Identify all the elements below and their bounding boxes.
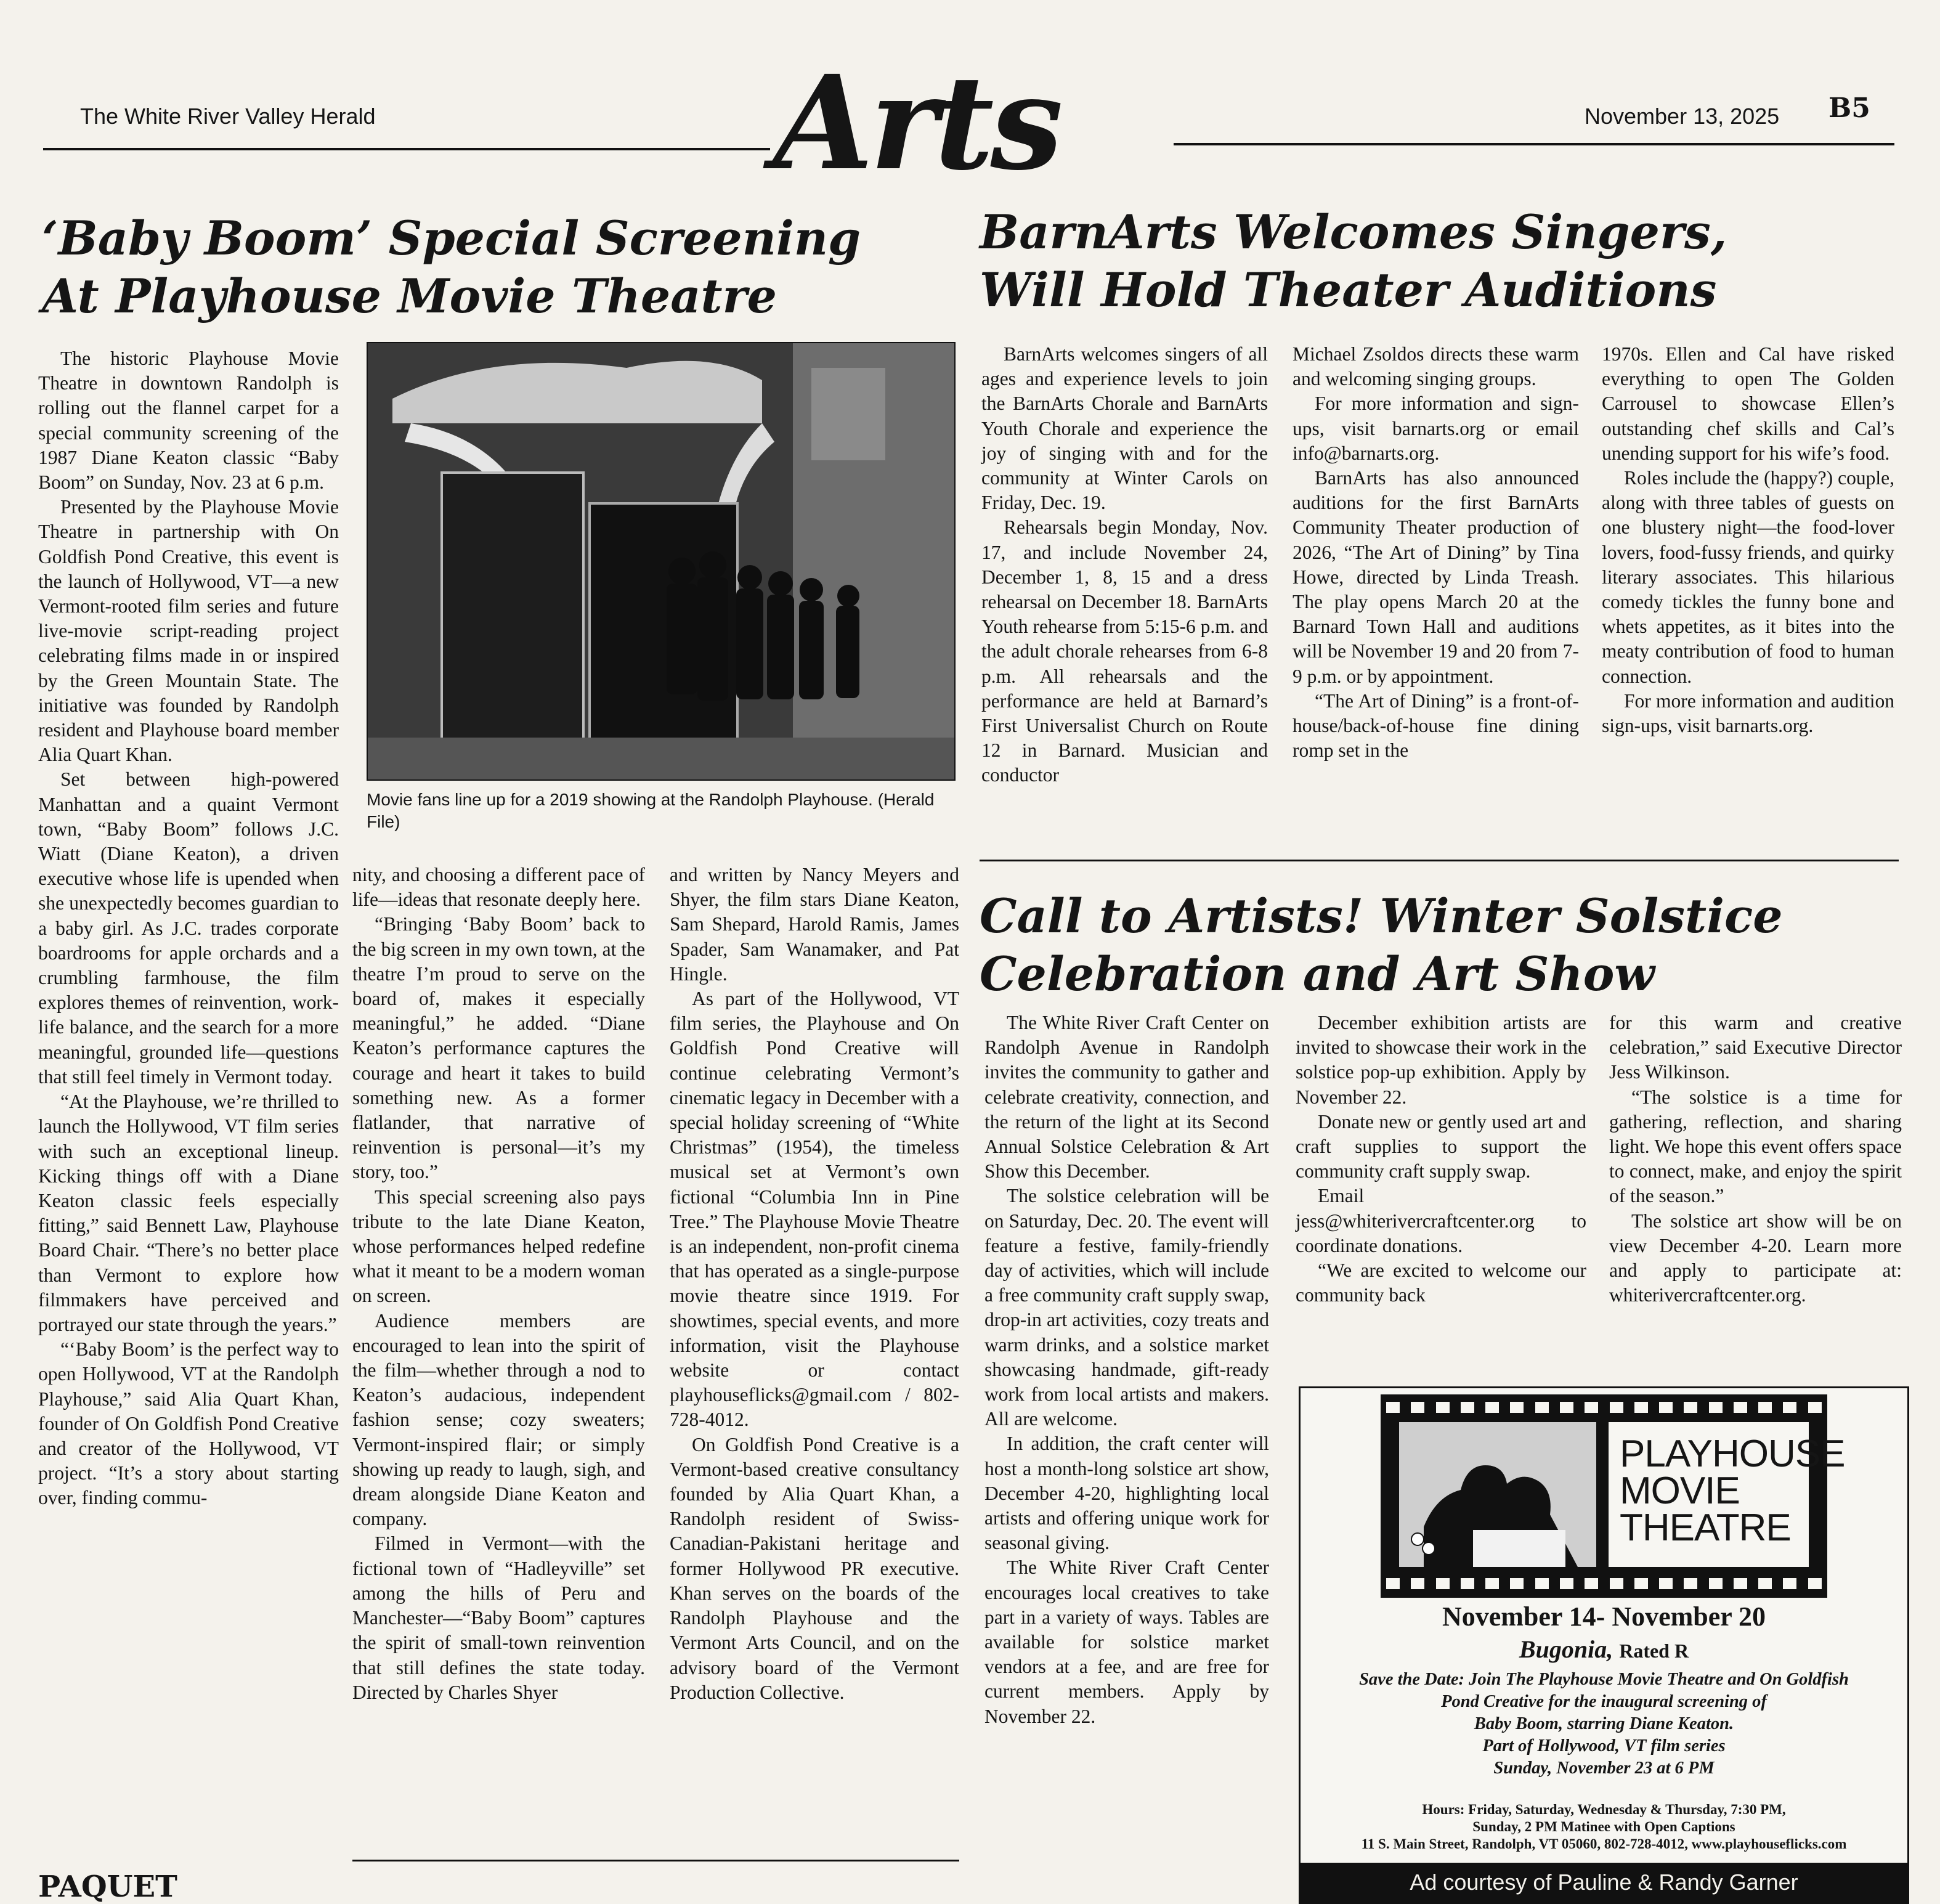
article3-headline-line1: Call to Artists! Winter Solstice <box>980 889 1783 943</box>
film-holes-bottom <box>1381 1578 1827 1589</box>
film-frame-logo <box>1609 1422 1845 1567</box>
article1-paragraph: The historic Playhouse Movie Theatre in downtown Randolph is rolling out the flannel carpet for a special community screening of the 1987 Diane Keaton classic “Baby Boom” on Sunday, Nov. 23 at 6 p.m. <box>38 348 339 494</box>
logo-line-3: THEATRE <box>1620 1507 1791 1549</box>
article2-column-1 <box>981 342 1268 788</box>
article1-end-rule <box>352 1860 959 1861</box>
ad-save-line-4: Part of Hollywood, VT film series <box>1482 1736 1726 1756</box>
article2-paragraph: Rehearsals begin Monday, Nov. 17, and include November 24, December 1, 8, 15 and a dress rehearsal on December 18. BarnArts Youth rehearse from 5:15-6 p.m. and the adult chorale rehearses from 6-8 p.m. All rehearsals and the performance are held at Barnard’s First Universalist Church on Route 12 in Barnard. Musician and conductor <box>981 516 1268 786</box>
article3-paragraph: “We are excited to welcome our community back <box>1296 1259 1586 1306</box>
article1-headline-line2: At Playhouse Movie Theatre <box>42 269 777 323</box>
ad-film-title: Bugonia, <box>1519 1635 1613 1663</box>
film-strip-logo <box>1381 1394 1845 1598</box>
paper-name: The White River Valley Herald <box>80 104 376 129</box>
ad-film-line <box>1301 1635 1907 1664</box>
ad-hours-line-3: 11 S. Main Street, Randolph, VT 05060, 802-728-4012, www.playhouseflicks.com <box>1361 1836 1847 1852</box>
ad-save-the-date <box>1301 1669 1907 1780</box>
ad-save-line-2: Pond Creative for the inaugural screening of <box>1441 1692 1767 1711</box>
article1-paragraph: Presented by the Playhouse Movie Theatre in partnership with On Goldfish Pond Creative, this event is the launch of Hollywood, VT—a new Vermont-rooted film series and future live-movie script-reading project celebrating films made in or inspired by the Green Mountain State. The initiative was founded by Randolph resident and Playhouse board member Alia Quart Khan. <box>38 496 339 766</box>
article1-paragraph: Filmed in Vermont—with the fictional town of “Hadleyville” set among the hills of Peru and Manchester—“Baby Boom” captures the spirit of small-town reinvention that still defines the state today. Directed by Charles Shyer <box>352 1532 645 1703</box>
article1-paragraph: This special screening also pays tribute to the late Diane Keaton, whose performances helped redefine what it meant to be a modern woman on screen. <box>352 1186 645 1307</box>
article2-column-3 <box>1602 342 1894 738</box>
ad-hours-line-1: Hours: Friday, Saturday, Wednesday & Thursday, 7:30 PM, <box>1422 1802 1786 1817</box>
article2-headline-line1: BarnArts Welcomes Singers, <box>980 205 1727 259</box>
masthead-rule-right <box>1174 143 1894 145</box>
section-title: Arts <box>773 47 1060 199</box>
article2-paragraph: 1970s. Ellen and Cal have risked everything to open The Golden Carrousel to showcase Ellen’s outstanding chef skills and Cal’s unending support for his wife’s food. <box>1602 343 1894 464</box>
article2-paragraph: “The Art of Dining” is a front-of-house/back-of-house fine dining romp set in the <box>1293 690 1579 762</box>
article1-paragraph: On Goldfish Pond Creative is a Vermont-based creative consultancy founded by Alia Quart Khan, a Randolph resident of Swiss-Canadian-Pakistani heritage and former Hollywood PR executive. Khan serves on the boards of the Randolph Playhouse and the Vermont Arts Council, and on the advisory board of the Vermont Production Collective. <box>670 1433 959 1703</box>
ad-save-line-1: Save the Date: Join The Playhouse Movie Theatre and On Goldfish <box>1359 1670 1849 1689</box>
article1-paragraph: Set between high-powered Manhattan and a quaint Vermont town, “Baby Boom” follows J.C. Wiatt (Diane Keaton), a driven executive whose life is upended when she unexpectedly becomes guardian to a baby girl. As J.C. trades corporate boardrooms for apple orchards and a crumbling farmhouse, the film explores themes of reinvention, work-life balance, and the search for a more meaningful, grounded life—questions that still feel timely in Vermont today. <box>38 768 339 1088</box>
ad-film-rating: Rated R <box>1619 1640 1689 1662</box>
next-article-fragment: PAQUET <box>38 1869 177 1904</box>
article2-headline <box>980 203 1904 319</box>
article1-paragraph: “Bringing ‘Baby Boom’ back to the big screen in my own town, at the theatre I’m proud to serve on the board of, makes it especially meaningful,” he added. “Diane Keaton’s performance captures the courage and heart it takes to build something new. As a former flatlander, that narrative of reinvention is personal—it’s my story, too.” <box>352 913 645 1183</box>
article1-paragraph: “At the Playhouse, we’re thrilled to launch the Hollywood, VT film series with such an exceptional lineup. Kicking things off with a Diane Keaton classic feels especially fitting,” said Bennett Law, Playhouse Board Chair. “There’s no better place than Vermont to explore how filmmakers have perceived and portrayed our state through the years.” <box>38 1091 339 1335</box>
page-number: B5 <box>1828 92 1870 124</box>
silhouette-illustration <box>1399 1422 1596 1567</box>
article3-paragraph: for this warm and creative celebration,” said Executive Director Jess Wilkinson. <box>1609 1012 1902 1083</box>
article2-column-2 <box>1293 342 1579 763</box>
article1-paragraph: As part of the Hollywood, VT film series, the Playhouse and On Goldfish Pond Creative will continue celebrating Vermont’s cinematic legacy in December with a special holiday screening of “White Christmas” (1954), the timeless musical set at Vermont’s own fictional “Columbia Inn in Pine Tree.” The Playhouse Movie Theatre is an independent, non-profit cinema that has operated as a single-purpose movie theatre since 1919. For showtimes, special events, and more information, visit the Playhouse website or contact playhouseflicks@gmail.com / 802-728-4012. <box>670 988 959 1431</box>
photo-caption: Movie fans line up for a 2019 showing at the Randolph Playhouse. (Herald File) <box>367 790 935 831</box>
photo-illustration <box>368 343 954 779</box>
logo-line-1: PLAYHOUSE <box>1620 1433 1845 1475</box>
article1-column-1 <box>38 346 339 1511</box>
article1-column-2 <box>352 863 645 1705</box>
article2-paragraph: For more information and audition sign-ups, visit barnarts.org. <box>1602 690 1894 737</box>
article2-paragraph: Roles include the (happy?) couple, along with three tables of guests on one blustery night—the food-lover lovers, food-fussy friends, and quirky literary associates. This hilarious comedy tickles the funny bone and whets appetites, as it bites into the meaty contribution of food to human connection. <box>1602 467 1894 687</box>
ad-save-line-5: Sunday, November 23 at 6 PM <box>1493 1759 1715 1778</box>
ad-courtesy-bar <box>1301 1863 1907 1902</box>
article1-column-3 <box>670 863 959 1705</box>
article3-headline-line2: Celebration and Art Show <box>980 946 1655 1001</box>
article3-paragraph: The solstice art show will be on view December 4-20. Learn more and apply to participate at: whiterivercraftcenter.org. <box>1609 1210 1902 1306</box>
article2-paragraph: BarnArts has also announced auditions for the first BarnArts Community Theater production of 2026, “The Art of Dining” by Tina Howe, directed by Linda Treash. The play opens March 20 at the Barnard Town Hall and auditions will be November 19 and 20 from 7-9 p.m. or by appointment. <box>1293 467 1579 687</box>
article3-paragraph: December exhibition artists are invited to showcase their work in the solstice pop-up exhibition. Apply by November 22. <box>1296 1012 1586 1108</box>
article3-column-3 <box>1609 1011 1902 1308</box>
masthead-rule-left <box>43 148 770 150</box>
logo-line-2: MOVIE <box>1620 1470 1740 1512</box>
article3-paragraph: Donate new or gently used art and craft supplies to support the community craft supply swap. <box>1296 1110 1586 1182</box>
ad-hours <box>1301 1801 1907 1853</box>
article3-paragraph: “The solstice is a time for gathering, reflection, and sharing light. We hope this event offers space to connect, make, and enjoy the spirit of the season.” <box>1609 1086 1902 1207</box>
article2-headline-line2: Will Hold Theater Auditions <box>980 262 1717 317</box>
film-frame-image <box>1399 1422 1596 1567</box>
article2-paragraph: For more information and sign-ups, visit barnarts.org or email info@barnarts.org. <box>1293 393 1579 464</box>
article3-paragraph: The solstice celebration will be on Saturday, Dec. 20. The event will feature a festive, family-friendly day of activities, which will include a free community craft supply swap, drop-in art activities, cozy treats and warm drinks, and a solstice market showcasing handmade, gift-ready work from local artists and makers. All are welcome. <box>984 1185 1269 1430</box>
ad-save-line-3: Baby Boom, starring Diane Keaton. <box>1474 1714 1734 1733</box>
article1-paragraph: “‘Baby Boom’ is the perfect way to open Hollywood, VT at the Randolph Playhouse,” said Alia Quart Khan, founder of On Goldfish Pond Creative and creator of the Hollywood, VT project. “It’s a story about starting over, finding commu- <box>38 1338 339 1509</box>
issue-date: November 13, 2025 <box>1585 104 1780 129</box>
playhouse-ad <box>1299 1386 1909 1904</box>
article1-paragraph: nity, and choosing a different pace of life—ideas that resonate deeply here. <box>352 864 645 911</box>
article3-paragraph: In addition, the craft center will host a month-long solstice art show, December 4-20, highlighting local artists and offering unique work for seasonal giving. <box>984 1433 1269 1554</box>
playhouse-photo <box>367 342 956 781</box>
ad-dates: November 14- November 20 <box>1442 1601 1766 1632</box>
article3-paragraph: The White River Craft Center on Randolph Avenue in Randolph invites the community to gather and celebrate creativity, connection, and the return of the light at its Second Annual Solstice Celebration & Art Show this December. <box>984 1012 1269 1182</box>
article3-paragraph: Email jess@whiterivercraftcenter.org to coordinate donations. <box>1296 1185 1586 1256</box>
article2-paragraph: Michael Zsoldos directs these warm and welcoming singing groups. <box>1293 343 1579 390</box>
article1-paragraph: Audience members are encouraged to lean into the spirit of the film—whether through a nod to Keaton’s audacious, independent fashion sense; cozy sweaters; Vermont-inspired flair; or simply showing up ready to laugh, sigh, and dream alongside Diane Keaton and company. <box>352 1309 645 1530</box>
article3-column-1 <box>984 1011 1269 1729</box>
article3-paragraph: The White River Craft Center encourages local creatives to take part in a variety of ways. Tables are available for solstice market vendors at a fee, and are free for current members. Apply by November 22. <box>984 1556 1269 1727</box>
ad-courtesy-text: Ad courtesy of Pauline & Randy Garner <box>1410 1869 1798 1895</box>
article3-column-2 <box>1296 1011 1586 1308</box>
article1-paragraph: and written by Nancy Meyers and Shyer, the film stars Diane Keaton, Sam Shepard, Harold Ramis, James Spader, Sam Wanamaker, and Pat Hingle. <box>670 864 959 985</box>
article3-headline <box>980 887 1904 1003</box>
film-holes-top <box>1381 1402 1827 1413</box>
article1-headline-line1: ‘Baby Boom’ Special Screening <box>42 211 861 266</box>
section-divider <box>980 860 1899 861</box>
article2-paragraph: BarnArts welcomes singers of all ages and experience levels to join the BarnArts Chorale and BarnArts Youth Chorale and experience the joy of singing with and for the community at Winter Carols on Friday, Dec. 19. <box>981 343 1268 514</box>
article1-headline <box>42 210 966 325</box>
ad-hours-line-2: Sunday, 2 PM Matinee with Open Captions <box>1472 1819 1735 1834</box>
